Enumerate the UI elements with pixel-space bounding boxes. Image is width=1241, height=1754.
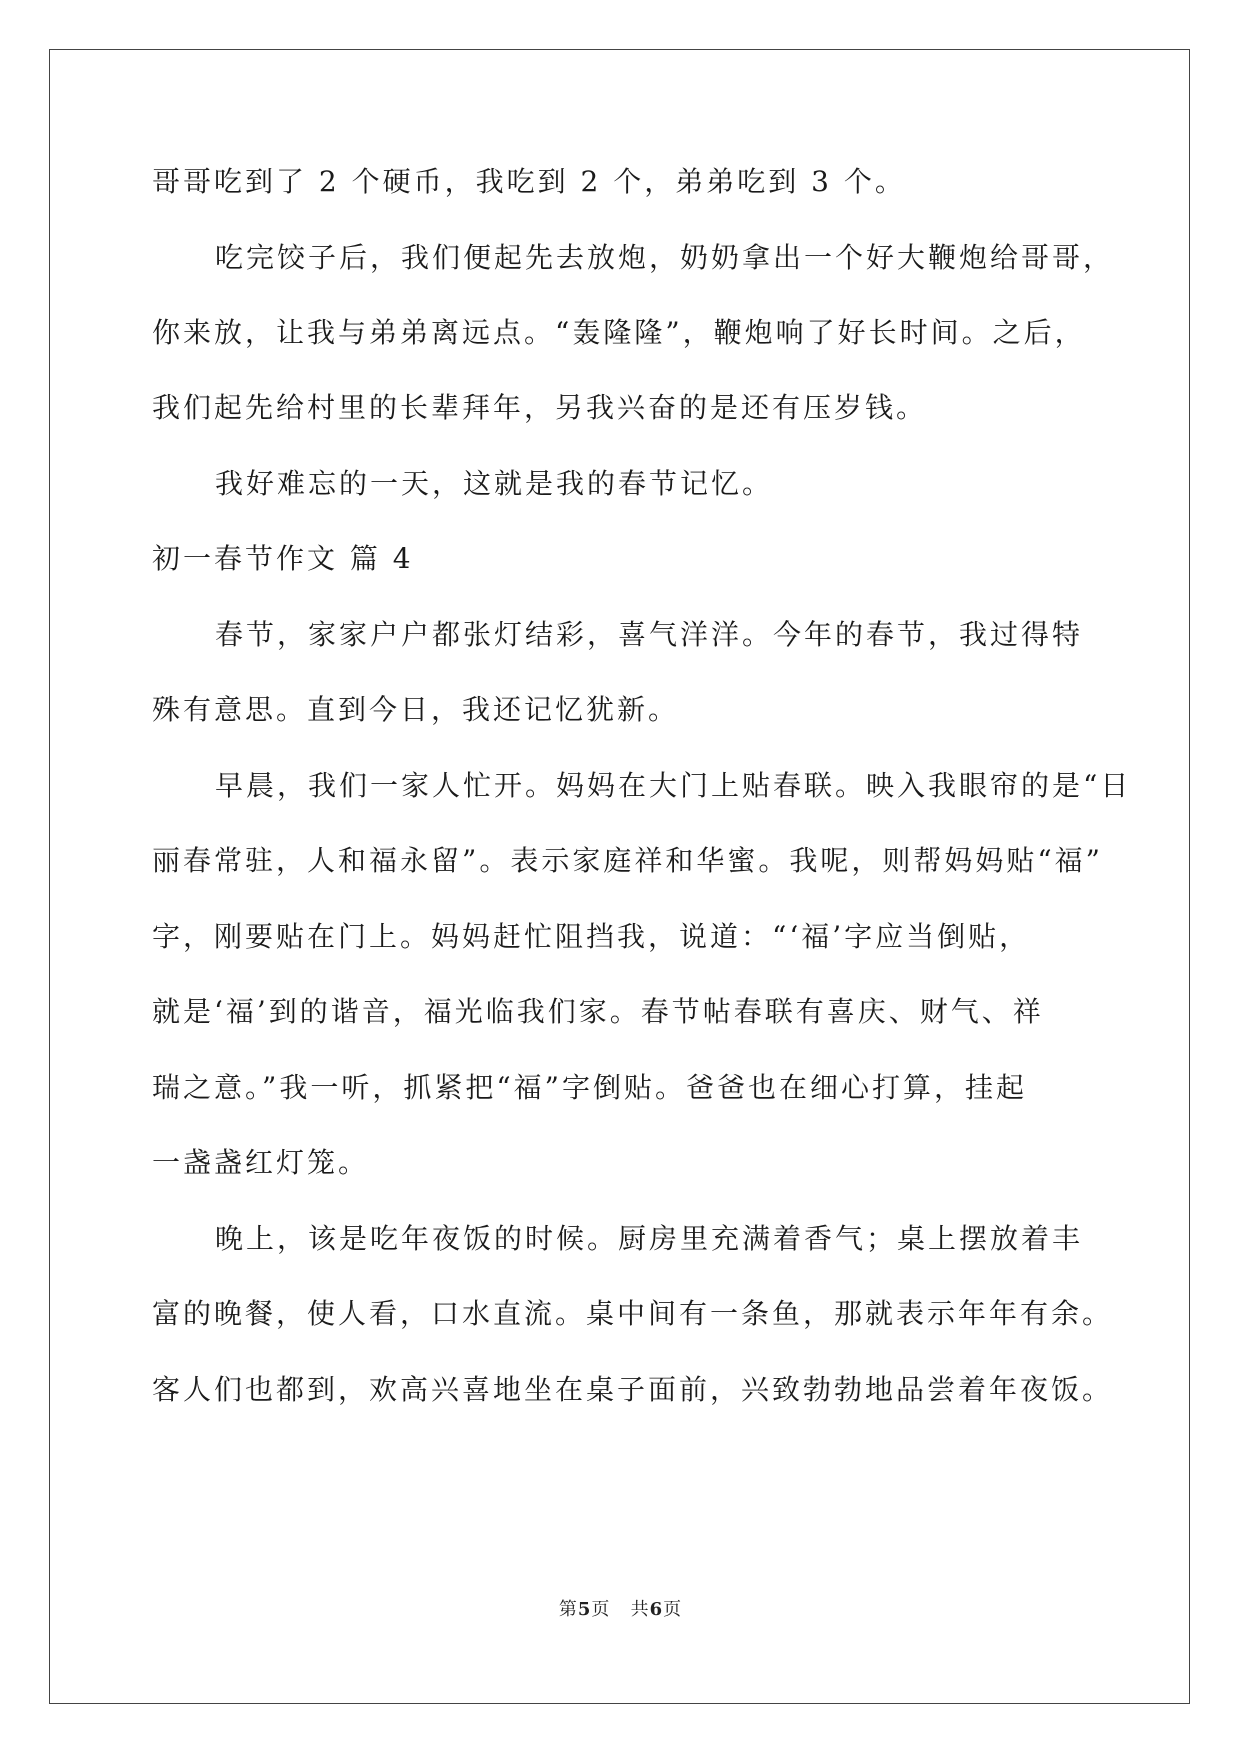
text-line: 我们起先给村里的长辈拜年，另我兴奋的是还有压岁钱。 [152, 391, 928, 424]
text-line: 富的晚餐，使人看，口水直流。桌中间有一条鱼，那就表示年年有余。 [152, 1297, 1114, 1330]
total-page-number: 6 [649, 1599, 664, 1620]
text-line: 字，刚要贴在门上。妈妈赶忙阻挡我，说道：“‘福’字应当倒贴， [152, 920, 1031, 953]
paragraph-line: 晚上，该是吃年夜饭的时候。厨房里充满着香气；桌上摆放着丰 [215, 1222, 1084, 1255]
text-line: 丽春常驻，人和福永留”。表示家庭祥和华蜜。我呢，则帮妈妈贴“福” [152, 844, 1103, 877]
paragraph-line: 我好难忘的一天，这就是我的春节记忆。 [215, 467, 774, 500]
section-heading: 初一春节作文 篇 4 [152, 542, 414, 575]
paragraph-line: 吃完饺子后，我们便起先去放炮，奶奶拿出一个好大鞭炮给哥哥， [215, 241, 1115, 274]
text-line: 就是‘福’到的谐音，福光临我们家。春节帖春联有喜庆、财气、祥 [152, 995, 1044, 1028]
text-line: 哥哥吃到了 2 个硬币，我吃到 2 个，弟弟吃到 3 个。 [152, 165, 906, 198]
paragraph-line: 春节，家家户户都张灯结彩，喜气洋洋。今年的春节，我过得特 [215, 618, 1084, 651]
footer-page-suffix: 页 [591, 1599, 611, 1620]
text-line: 瑞之意。”我一听，抓紧把“福”字倒贴。爸爸也在细心打算，挂起 [152, 1071, 1027, 1104]
footer-total-prefix: 共 [630, 1599, 650, 1620]
footer-total-suffix: 页 [663, 1599, 683, 1620]
text-line: 殊有意思。直到今日，我还记忆犹新。 [152, 693, 680, 726]
paragraph-line: 早晨，我们一家人忙开。妈妈在大门上贴春联。映入我眼帘的是“日 [215, 769, 1132, 802]
footer-prefix: 第 [558, 1599, 578, 1620]
current-page-number: 5 [577, 1599, 592, 1620]
text-line: 你来放，让我与弟弟离远点。“轰隆隆”，鞭炮响了好长时间。之后， [152, 316, 1086, 349]
text-line: 一盏盏红灯笼。 [152, 1146, 370, 1179]
text-line: 客人们也都到，欢高兴喜地坐在桌子面前，兴致勃勃地品尝着年夜饭。 [152, 1373, 1114, 1406]
page-footer [0, 1595, 1241, 1621]
